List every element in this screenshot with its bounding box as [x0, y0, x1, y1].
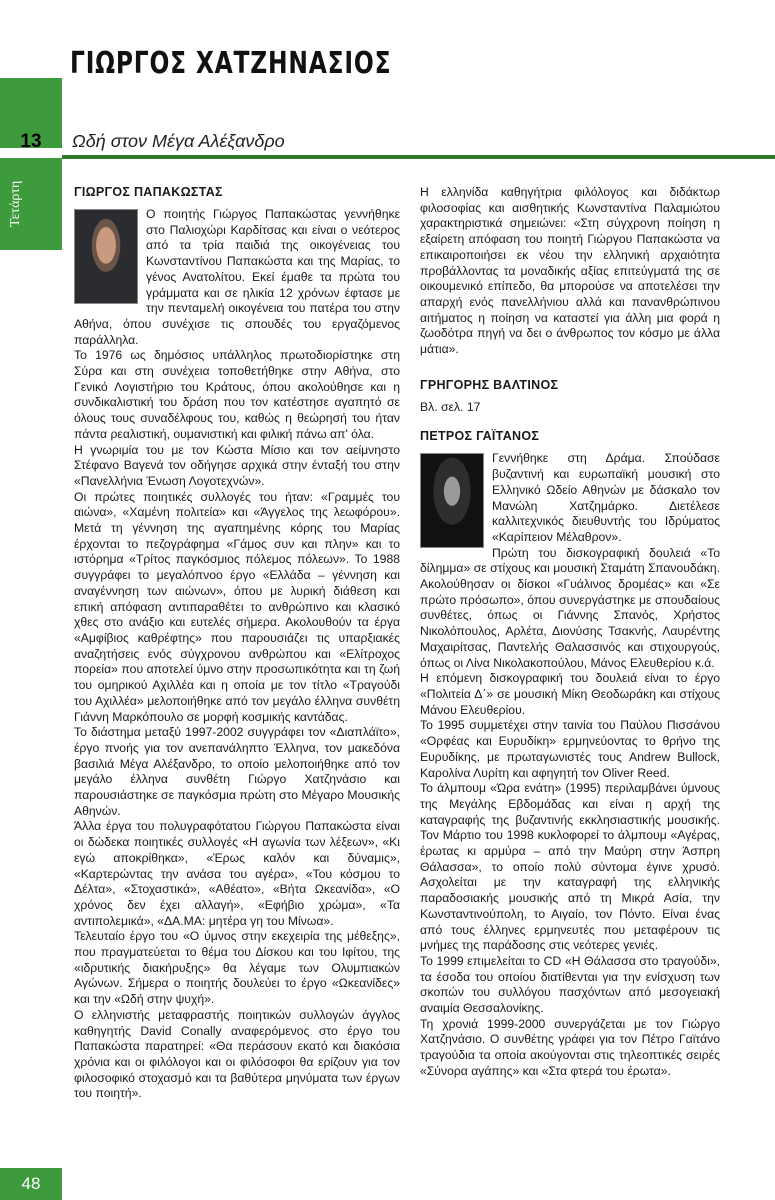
bio-paragraph: Τη χρονιά 1999-2000 συνεργάζεται με τον Γιώργο Χατζηνάσιο. Ο συνθέτης γράφει για τον Πέτρο Γαϊτάνο τραγούδια τα οποία ακούγονται στις τηλεοπτικές σειρές «Σύνορα αγάπης» και «Στα φτερά του έρωτα».	[420, 1016, 720, 1078]
person-heading-papakostas: ΓΙΩΡΓΟΣ ΠΑΠΑΚΩΣΤΑΣ	[74, 185, 223, 199]
bio-paragraph: Τελευταίο έργο του «Ο ύμνος στην εκεχειρία της μέθεξης», που πραγματεύεται το θέμα του Δίσκου και του Ιφίτου, της «ιδρυτικής διακήρυξης» θα λέγαμε των Ολυμπιακών Αγώνων. Σήμερα ο ποιητής δουλεύει το έργο «Ωκεανίδες» και την «Ωδή στην ψυχή».	[74, 929, 400, 1007]
page-subtitle: Ωδή στον Μέγα Αλέξανδρο	[72, 131, 285, 151]
person-heading-gaitanos: ΠΕΤΡΟΣ ΓΑΪΤΑΝΟΣ	[420, 429, 540, 444]
right-column	[420, 185, 720, 1080]
bio-paragraph: Πρώτη του δισκογραφική δουλειά «Το δίλημμα» σε στίχους και μουσική Σταμάτη Σπανουδάκη. Ακολούθησαν οι δίσκοι «Γυάλινος δρομέας» και «Σε πρώτο πρόσωπο», όπου συνεργάστηκε με σπουδαίους συνθέτες, όπως οι Γιάννης Σπανός, Χρήστος Νικολόπουλος, Αρλέτα, Διονύσης Τσακνής, Λαυρέντης Μαχαιρίτσας, Παντελής Θαλασσινός και στιχουργούς, όπως οι Λίνα Νικολακοπούλου, Μάνος Ελευθερίου κ.ά.	[420, 545, 720, 670]
person-heading-valtinos: ΓΡΗΓΟΡΗΣ ΒΑΛΤΙΝΟΣ	[420, 377, 559, 392]
bio-paragraph: Η επόμενη δισκογραφική του δουλειά είναι το έργο «Πολιτεία Δ΄» σε μουσική Μίκη Θεοδωράκη και στίχους Μάνου Ελευθερίου.	[420, 671, 720, 717]
bio-paragraph: Το 1999 επιμελείται το CD «Η Θάλασσα στο τραγούδι», τα έσοδα του οποίου διατίθενται για την ενίσχυση των σκοπών του συλλόγου πασχόντων από μεσογειακή αναιμία Θεσσαλονίκης.	[420, 953, 720, 1016]
page-reference: Βλ. σελ. 17	[420, 399, 481, 414]
bio-paragraph: Η γνωριμία του με τον Κώστα Μίσιο και τον αείμνηστο Στέφανο Βαγενά τον οδήγησε αρχικά στην ένταξή του στην «Πανελλήνια Ένωση Λογοτεχνών».	[74, 442, 400, 488]
page-title: ΓΙΩΡΓΟΣ ΧΑΤΖΗΝΑΣΙΟΣ	[70, 46, 392, 81]
track-number: 13	[20, 131, 42, 152]
page-number: 48	[0, 1168, 62, 1200]
photo-gaitanos	[420, 453, 484, 548]
bio-paragraph: Άλλα έργα του πολυγραφότατου Γιώργου Παπακώστα είναι οι δώδεκα ποιητικές συλλογές «Η αγωνία των λέξεων», «Κι εγώ αποκρίθηκα», «Έρως καλόν και δύναμις», «Καρτερώντας την ανάσα του αγέρα», «Του κόσμου το Δέλτα», «Στοχαστικά», «Αθέατο», «Βήτα Ωκεανίδα», «Ο χρόνος δεν έχει αλλαγή», «Εφήβιο χρώμα», «Τα αντιπολεμικά», «ΔΑ.ΜΑ: μητέρα γη του Μίνωα».	[74, 819, 400, 928]
bio-paragraph: Το άλμπουμ «Ώρα ενάτη» (1995) περιλαμβάνει ύμνους της Μεγάλης Εβδομάδας και είναι η αρχή της καταγραφής της βυζαντινής εκκλησιαστικής μουσικής. Τον Μάρτιο του 1998 κυκλοφορεί το άλμπουμ «Αγέρας, έρωτας κι αρμύρα – από την Μαύρη στην Άσπρη Θάλασσα», το οποίο πολύ σύντομα έγινε χρυσό. Ασχολείται με την καταγραφή της ελληνικής παραδοσιακής μουσικής από τη Μικρά Ασία, την Κωνσταντινούπολη, το Αιγαίο, τον Πόντο. Είναι ένας από τους έλληνες ερμηνευτές που μεταφέρουν τις μνήμες της παράδοσης στις νεότερες γενιές.	[420, 781, 720, 953]
bio-paragraph: Γεννήθηκε στη Δράμα. Σπούδασε βυζαντινή και ευρωπαϊκή μουσική στο Ελληνικό Ωδείο Αθηνών με δάσκαλο τον Μανώλη Χατζημάρκο. Διετέλεσε καλλιτεχνικός διευθυντής του Ιδρύματος «Καρίπειον Μέλαθρον».	[492, 451, 720, 544]
quote-paragraph: Η ελληνίδα καθηγήτρια φιλόλογος και διδάκτωρ φιλοσοφίας και αισθητικής Κωνσταντίνα Παλαμιώτου χαρακτηριστικά σημειώνει: «Στη σύγχρονη ποίηση η εξαίρετη απόφαση του ποιητή Γιώργου Παπακώστα να επικαιροποιήσει εκ νέου την ελληνική αρχαιότητα προβάλλοντας τα μοναδικής αξίας επιτεύγματά της σε οικουμενικό επίπεδο, θα μπορούσε να αποτελέσει την απαρχή ενός πανελλήνιου αλλά και πανανθρώπινου αιτήματος η ποίηση να καταστεί για άλλη μια φορά η ζωοδότρα πηγή να δει ο άνθρωπος τον κόσμο με άλλα μάτια».	[420, 185, 720, 357]
bio-paragraph: Το 1976 ως δημόσιος υπάλληλος πρωτοδιορίστηκε στη Σύρα και στη συνέχεια τοποθετήθηκε στην Αθήνα, στο Γενικό Λογιστήριο του Κράτους, όπου ακολούθησε και η συνδικαλιστική του δράση που τον κατέστησε αγαπητό σε όλους τους συναδέλφους του, καθώς η θεώρησή του ήταν πάντα ρεαλιστική, ουμανιστική και φιλική πάνω απ' όλα.	[74, 348, 400, 441]
bio-paragraph: Οι πρώτες ποιητικές συλλογές του ήταν: «Γραμμές του αιώνα», «Χαμένη πολιτεία» και «Άγγελος της λεωφόρου». Μετά τη γέννηση της αγαπημένης κόρης του Μαρίας έρχονται το πεζογράφημα «Γάμος συν και πλην» και το ιστόρημα «Τρίτος παγκόσμιος πόλεμος πόλεων». Το 1988 συγγράφει το μεγαλόπνοο έργο «Ελλάδα – γέννηση και αναγέννηση των αιώνων», όπου με λυρική διάθεση και επική απόφαση αντιπαραθέτει το ανθρώπινο και κλασικό χθες στο ανάξιο και ευτελές σήμερα. Ακολουθούν τα έργα «Αμφίβιος καθρέφτης» που παρουσιάζει τις υπαρξιακές αναζητήσεις ενός σύγχρονου ανθρώπου και «Ελίτροχος πορεία» που αποτελεί ύμνο στην προσωπικότητα και τη ζωή του ομηρικού Αχιλλέα και η οποία με τον τίτλο «Τραγούδι του Αχιλλέα» μελοποιήθηκε από τον μεγάλο έλληνα συνθέτη Γιάννη Μαρκόπουλο σε μορφή κοσμικής καντάδας.	[74, 489, 400, 724]
left-column	[74, 185, 400, 1102]
photo-papakostas	[74, 209, 138, 304]
bio-paragraph: Ο ελληνιστής μεταφραστής ποιητικών συλλογών άγγλος καθηγητής David Conally αναφερόμενος στο έργο του Παπακώστα παρατηρεί: «Θα περάσουν εκατό και διακόσια χρόνια και οι φιλόλογοι και οι φιλόσοφοι θα ερίζουν για τον φιλοσοφικό στοχασμό και τα βαθύτερα μηνύματα των έργων του ποιητή».	[74, 1007, 400, 1101]
bio-paragraph: Ο ποιητής Γιώργος Παπακώστας γεννήθηκε στο Παλιοχώρι Καρδίτσας και είναι ο νεότερος από τα τρία παιδιά της οικογένειας του Κωνσταντίνου Παπακώστα και της Μαρίας, το γένος Ανατολίτου. Εκεί έμαθε τα πρώτα του γράμματα και σε ηλικία 12 χρόνων έφτασε με την πενταμελή οικογένεια του πατέρα του στην Αθήνα, όπου συνέχισε τις σπουδές του εργαζόμενος παράλληλα.	[74, 207, 400, 347]
side-tab-label: Τετάρτη	[8, 180, 23, 228]
header-rule	[62, 155, 775, 159]
bio-paragraph: Το διάστημα μεταξύ 1997-2002 συγγράφει τον «Διαπλάϊτο», έργο πνοής για τον ανεπανάληπτο Έλληνα, τον μακεδόνα βασιλιά Μέγα Αλέξανδρο, το οποίο μελοποιήθηκε από τον μεγάλο έλληνα συνθέτη Γιώργο Χατζηνάσιο και παρουσιάστηκε σε παγκόσμια πρώτη στο Μέγαρο Μουσικής Αθηνών.	[74, 725, 400, 818]
bio-paragraph: Το 1995 συμμετέχει στην ταινία του Παύλου Πισσάνου «Ορφέας και Ευρυδίκη» ερμηνεύοντας το θρήνο της Ευρυδίκης, με πρωταγωνιστές τους Andrew Bullock, Καρολίνα Λυρίτη και αφηγητή τον Oliver Reed.	[420, 718, 720, 780]
